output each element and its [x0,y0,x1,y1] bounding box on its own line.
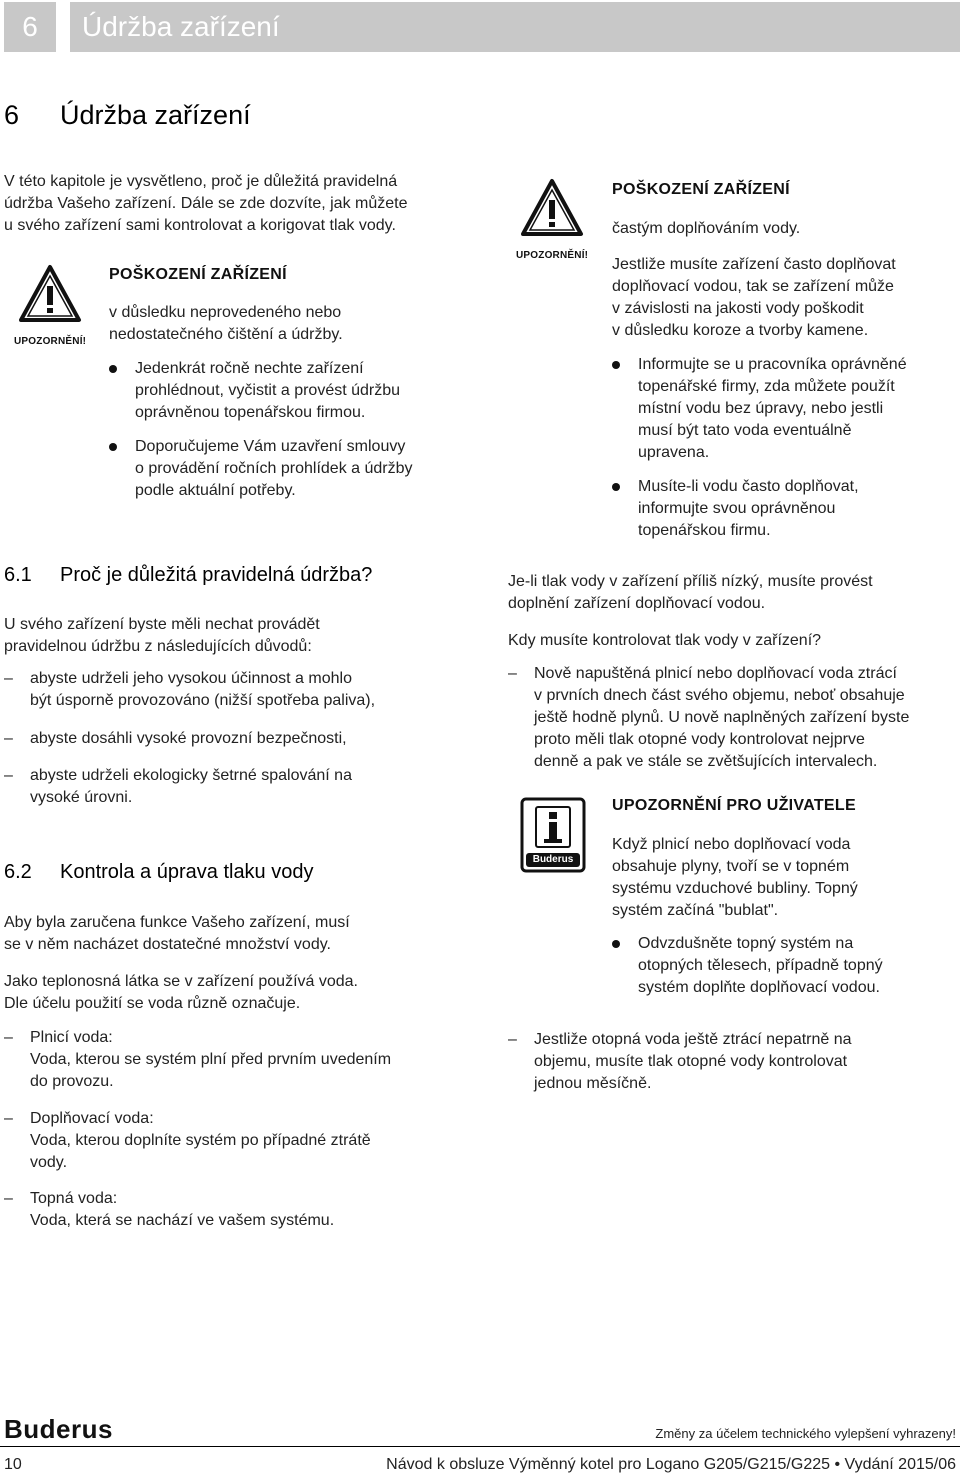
subsection-title: Proč je důležitá pravidelná údržba? [60,564,373,586]
bullet-dot-icon [612,483,620,491]
warning-heading: POŠKOZENÍ ZAŘÍZENÍ [612,181,790,198]
footer-note: Změny za účelem technického vylepšení vyhrazeny! [655,1426,956,1441]
dash-list-item: – Jestliže otopná voda ještě ztrácí nepatrně na objemu, musíte tlak otopné vody kontrolovat jednou měsíčně. [508,1031,852,1092]
warning-bullet-item: Doporučujeme Vám uzavření smlouvy o provádění ročních prohlídek a údržby podle aktuální potřeby. [109,436,469,506]
info-bullet-item: Odvzdušněte topný systém na otopných tělesech, případně topný systém doplňte doplňovací vodou. [612,933,957,1001]
subsection-number: 6.2 [4,861,32,883]
page-number: 10 [4,1456,22,1473]
question-paragraph: Kdy musíte kontrolovat tlak vody v zařízení? [508,632,822,649]
warning-bullet-item: Musíte-li vodu často doplňovat, informujte svou oprávněnou topenářskou firmu. [612,476,957,544]
subsection-title: Kontrola a úprava tlaku vody [60,861,314,883]
paragraph: Je-li tlak vody v zařízení příliš nízký, musíte provést doplnění zařízení doplňovací vodou. [508,573,873,612]
paragraph: Aby byla zaručena funkce Vašeho zařízení, musí se v něm nacházet dostatečné množství vody. [4,914,350,953]
warning-subtext: častým doplňováním vody. [612,220,801,237]
buderus-logo: Buderus [4,1414,113,1444]
warning-bullet-item: Jedenkrát ročně nechte zařízení prohlédnout, vyčistit a provést údržbu oprávněnou topenářskou firmou. [109,358,469,428]
chapter-number-box: 6 [4,2,56,52]
dash-list-item: – Nově napuštěná plnicí nebo doplňovací voda ztrácí v prvních dnech část svého objemu, neboť obsahuje ještě hodně plynů. U nově naplněných zařízení byste proto měli tlak otopné vody kontrolovat nejprve denně a pak ve stále se zvětšujících intervalech. [508,665,910,770]
warning-label: UPOZORNĚNÍ! [516,250,589,261]
dash-list-item: – Plnicí voda: Voda, kterou se systém plní před prvním uvedením do provozu. [4,1029,392,1090]
subsection-number: 6.1 [4,564,32,586]
dash-list-item: – Topná voda: Voda, která se nachází ve vašem systému. [4,1190,335,1229]
info-logo-text: Buderus [532,854,574,865]
dash-list-item: – abyste dosáhli vysoké provozní bezpečnosti, [4,730,347,747]
info-heading: UPOZORNĚNÍ PRO UŽIVATELE [612,797,856,814]
warning-label: UPOZORNĚNÍ! [14,336,87,347]
dash-list-item: – abyste udrželi ekologicky šetrné spalování na vysoké úrovni. [4,767,352,806]
paragraph: Jako teplonosná látka se v zařízení používá voda. Dle účelu použití se voda různě označuje. [4,973,358,1012]
bullet-dot-icon [109,443,117,451]
dash-list-item: – abyste udrželi jeho vysokou účinnost a mohlo být úsporně provozováno (nižší spotřeba paliva), [4,670,376,709]
section-number: 6 [4,100,20,130]
bullet-dot-icon [612,361,620,369]
document-title: Návod k obsluze Výměnný kotel pro Logano G205/G215/G225 • Vydání 2015/06 [386,1456,956,1473]
warning-bullet-item: Informujte se u pracovníka oprávněné topenářské firmy, zda můžete použít místní vodu bez úpravy, nebo jestli musí být tato voda eventuálně upravena. [612,354,957,466]
bullet-dot-icon [109,365,117,373]
warning-triangle-icon [520,178,584,238]
section-title: Údržba zařízení [60,100,251,130]
footer-divider [0,1446,960,1447]
intro-paragraph: V této kapitole je vysvětleno, proč je důležitá pravidelná údržba Vašeho zařízení. Dále se zde dozvíte, jak můžete u svého zařízení sami kontrolovat a korigovat tlak vody. [4,173,408,234]
paragraph: U svého zařízení byste měli nechat provádět pravidelnou údržbu z následujících důvodů: [4,616,320,655]
dash-list-item: – Doplňovací voda: Voda, kterou doplníte systém po případné ztrátě vody. [4,1110,371,1171]
warning-triangle-icon [18,264,82,324]
warning-paragraph: Jestliže musíte zařízení často doplňovat doplňovací vodou, tak se zařízení může v závislosti na jakosti vody poškodit v důsledku koroze a tvorby kamene. [612,256,896,339]
info-icon [520,797,586,873]
bullet-dot-icon [612,940,620,948]
warning-subtext: v důsledku neprovedeného nebo nedostatečného čištění a údržby. [109,304,343,343]
warning-heading: POŠKOZENÍ ZAŘÍZENÍ [109,266,287,283]
chapter-title-box: Údržba zařízení [70,2,960,52]
info-paragraph: Když plnicí nebo doplňovací voda obsahuje plyny, tvoří se v topném systému vzduchové bubliny. Topný systém začíná "bublat". [612,836,858,919]
